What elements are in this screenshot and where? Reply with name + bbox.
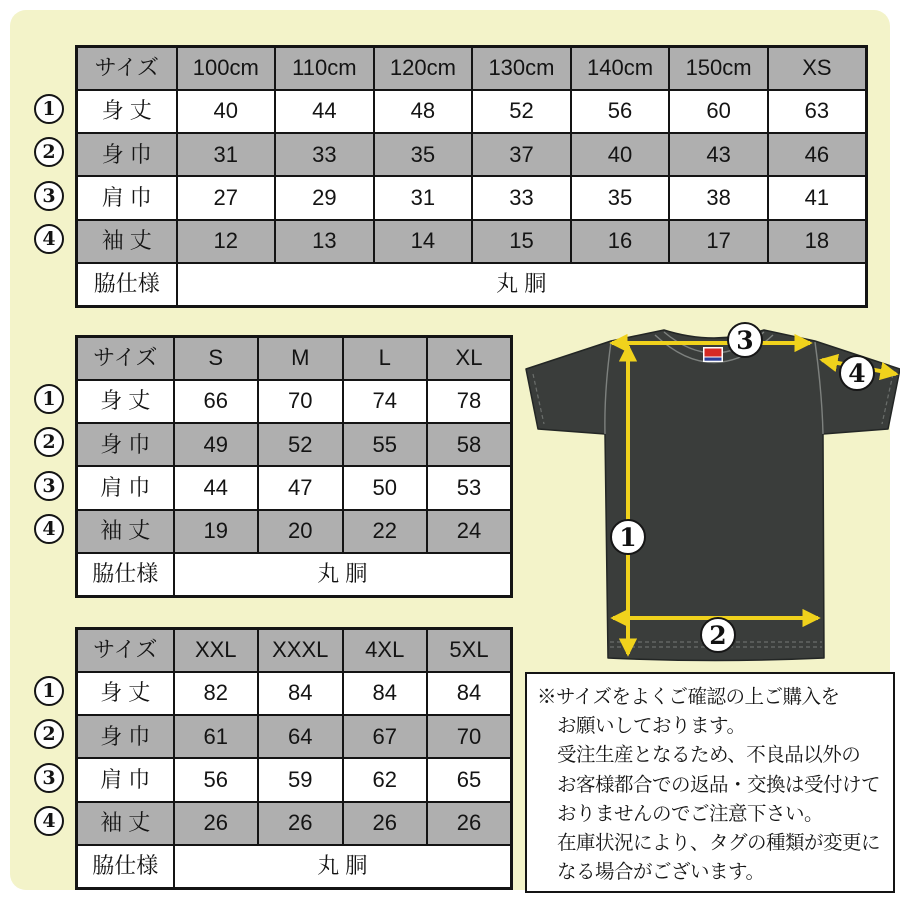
size-value-cell: 38 [669, 176, 768, 219]
size-value-cell: 33 [275, 133, 374, 176]
side-spec-row [77, 263, 867, 306]
measure-label-cell: 肩 巾 [77, 758, 174, 801]
measure-ref-badge: 4 [34, 224, 64, 254]
side-spec-label: 脇仕様 [77, 553, 174, 596]
measure-label-cell: 袖 丈 [77, 220, 177, 263]
size-header-label: サイズ [77, 629, 174, 672]
size-column-header: 150cm [669, 47, 768, 90]
kids-size-table-block [42, 45, 868, 308]
side-spec-value: 丸 胴 [174, 845, 512, 888]
measure-ref-badge: 3 [34, 471, 64, 501]
size-value-cell: 44 [174, 466, 259, 509]
size-value-cell: 37 [472, 133, 571, 176]
measure-label-cell: 袖 丈 [77, 802, 174, 845]
size-column-header: 5XL [427, 629, 512, 672]
purchase-note [525, 672, 895, 893]
size-value-cell: 44 [275, 90, 374, 133]
size-value-cell: 60 [669, 90, 768, 133]
size-value-cell: 62 [343, 758, 428, 801]
size-value-cell: 40 [177, 90, 276, 133]
measure-ref-badge: 3 [34, 763, 64, 793]
size-value-cell: 59 [258, 758, 343, 801]
table-row [77, 466, 512, 509]
size-column-header: 4XL [343, 629, 428, 672]
size-column-header: XS [768, 47, 867, 90]
size-value-cell: 35 [571, 176, 670, 219]
size-value-cell: 84 [343, 672, 428, 715]
size-value-cell: 31 [374, 176, 473, 219]
measure-point-1 [611, 520, 645, 554]
table-row [77, 220, 867, 263]
size-value-cell: 26 [343, 802, 428, 845]
size-value-cell: 43 [669, 133, 768, 176]
size-value-cell: 84 [427, 672, 512, 715]
measure-point-4 [840, 356, 874, 390]
size-column-header: XXXL [258, 629, 343, 672]
measure-label-cell: 身 丈 [77, 90, 177, 133]
note-line: 在庫状況により、タグの種類が変更に [557, 832, 881, 855]
size-header-label: サイズ [77, 337, 174, 380]
note-line: ※サイズをよくご確認の上ご購入を [537, 686, 840, 708]
size-value-cell: 15 [472, 220, 571, 263]
measure-ref-badge: 4 [34, 806, 64, 836]
size-value-cell: 14 [374, 220, 473, 263]
size-value-cell: 56 [571, 90, 670, 133]
size-value-cell: 13 [275, 220, 374, 263]
table-row [77, 423, 512, 466]
size-value-cell: 52 [258, 423, 343, 466]
measure-label-cell: 肩 巾 [77, 176, 177, 219]
note-line: 受注生産となるため、不良品以外の [557, 744, 861, 767]
size-value-cell: 26 [258, 802, 343, 845]
size-column-header: 120cm [374, 47, 473, 90]
table-row [77, 715, 512, 758]
measure-label-cell: 肩 巾 [77, 466, 174, 509]
size-value-cell: 33 [472, 176, 571, 219]
svg-text:2: 2 [709, 621, 727, 650]
brand-tag [703, 347, 723, 362]
size-value-cell: 63 [768, 90, 867, 133]
size-column-header: 100cm [177, 47, 276, 90]
size-value-cell: 82 [174, 672, 259, 715]
size-column-header: 130cm [472, 47, 571, 90]
size-value-cell: 18 [768, 220, 867, 263]
measure-label-cell: 身 巾 [77, 133, 177, 176]
size-value-cell: 40 [571, 133, 670, 176]
size-value-cell: 70 [258, 380, 343, 423]
measure-ref-badge: 1 [34, 676, 64, 706]
size-header-label: サイズ [77, 47, 177, 90]
size-value-cell: 50 [343, 466, 428, 509]
table-row [77, 133, 867, 176]
table-row [77, 176, 867, 219]
table-row [77, 510, 512, 553]
measure-label-cell: 身 巾 [77, 423, 174, 466]
size-value-cell: 26 [174, 802, 259, 845]
measure-ref-badge: 2 [34, 427, 64, 457]
size-value-cell: 49 [174, 423, 259, 466]
size-value-cell: 19 [174, 510, 259, 553]
svg-text:4: 4 [848, 359, 866, 388]
size-column-header: 140cm [571, 47, 670, 90]
note-line: お客様都合での返品・交換は受付けて [557, 773, 881, 796]
size-value-cell: 55 [343, 423, 428, 466]
measure-point-2 [701, 618, 735, 652]
size-value-cell: 20 [258, 510, 343, 553]
table-row [77, 380, 512, 423]
svg-text:1: 1 [619, 523, 637, 552]
measure-point-3 [728, 323, 762, 357]
size-value-cell: 70 [427, 715, 512, 758]
measure-label-cell: 身 巾 [77, 715, 174, 758]
tshirt-measurement-diagram [518, 322, 900, 668]
side-spec-value: 丸 胴 [177, 263, 867, 306]
size-value-cell: 35 [374, 133, 473, 176]
size-value-cell: 74 [343, 380, 428, 423]
measure-ref-badge: 1 [34, 94, 64, 124]
size-value-cell: 41 [768, 176, 867, 219]
adult-sizes-table [75, 335, 513, 598]
size-value-cell: 64 [258, 715, 343, 758]
side-spec-row [77, 845, 512, 888]
measure-ref-badge: 3 [34, 181, 64, 211]
svg-text:3: 3 [736, 326, 754, 355]
panel-background [10, 10, 890, 890]
size-column-header: XL [427, 337, 512, 380]
table-row [77, 90, 867, 133]
size-value-cell: 12 [177, 220, 276, 263]
size-column-header: L [343, 337, 428, 380]
big-size-table-block [42, 627, 513, 890]
size-value-cell: 52 [472, 90, 571, 133]
kids-sizes-table [75, 45, 868, 308]
size-value-cell: 48 [374, 90, 473, 133]
size-value-cell: 53 [427, 466, 512, 509]
size-value-cell: 65 [427, 758, 512, 801]
size-value-cell: 84 [258, 672, 343, 715]
side-spec-value: 丸 胴 [174, 553, 512, 596]
measure-label-cell: 袖 丈 [77, 510, 174, 553]
size-value-cell: 24 [427, 510, 512, 553]
measure-ref-badge: 2 [34, 137, 64, 167]
note-line: おりませんのでご注意下さい。 [557, 802, 824, 825]
adult-size-table-block [42, 335, 513, 598]
size-value-cell: 46 [768, 133, 867, 176]
size-value-cell: 78 [427, 380, 512, 423]
measure-ref-badge: 4 [34, 514, 64, 544]
side-spec-row [77, 553, 512, 596]
table-row [77, 758, 512, 801]
size-value-cell: 27 [177, 176, 276, 219]
size-value-cell: 58 [427, 423, 512, 466]
side-spec-label: 脇仕様 [77, 263, 177, 306]
measure-label-cell: 身 丈 [77, 672, 174, 715]
note-line: なる場合がございます。 [557, 861, 765, 884]
measure-ref-badge: 2 [34, 719, 64, 749]
size-value-cell: 17 [669, 220, 768, 263]
size-column-header: M [258, 337, 343, 380]
size-value-cell: 22 [343, 510, 428, 553]
size-value-cell: 61 [174, 715, 259, 758]
note-line: お願いしております。 [557, 715, 746, 738]
measure-label-cell: 身 丈 [77, 380, 174, 423]
size-value-cell: 16 [571, 220, 670, 263]
table-row [77, 802, 512, 845]
size-value-cell: 67 [343, 715, 428, 758]
size-value-cell: 26 [427, 802, 512, 845]
size-column-header: XXL [174, 629, 259, 672]
table-row [77, 672, 512, 715]
measure-ref-badge: 1 [34, 384, 64, 414]
size-value-cell: 56 [174, 758, 259, 801]
size-column-header: 110cm [275, 47, 374, 90]
size-column-header: S [174, 337, 259, 380]
size-value-cell: 66 [174, 380, 259, 423]
size-value-cell: 29 [275, 176, 374, 219]
big-sizes-table [75, 627, 513, 890]
size-value-cell: 47 [258, 466, 343, 509]
size-value-cell: 31 [177, 133, 276, 176]
side-spec-label: 脇仕様 [77, 845, 174, 888]
